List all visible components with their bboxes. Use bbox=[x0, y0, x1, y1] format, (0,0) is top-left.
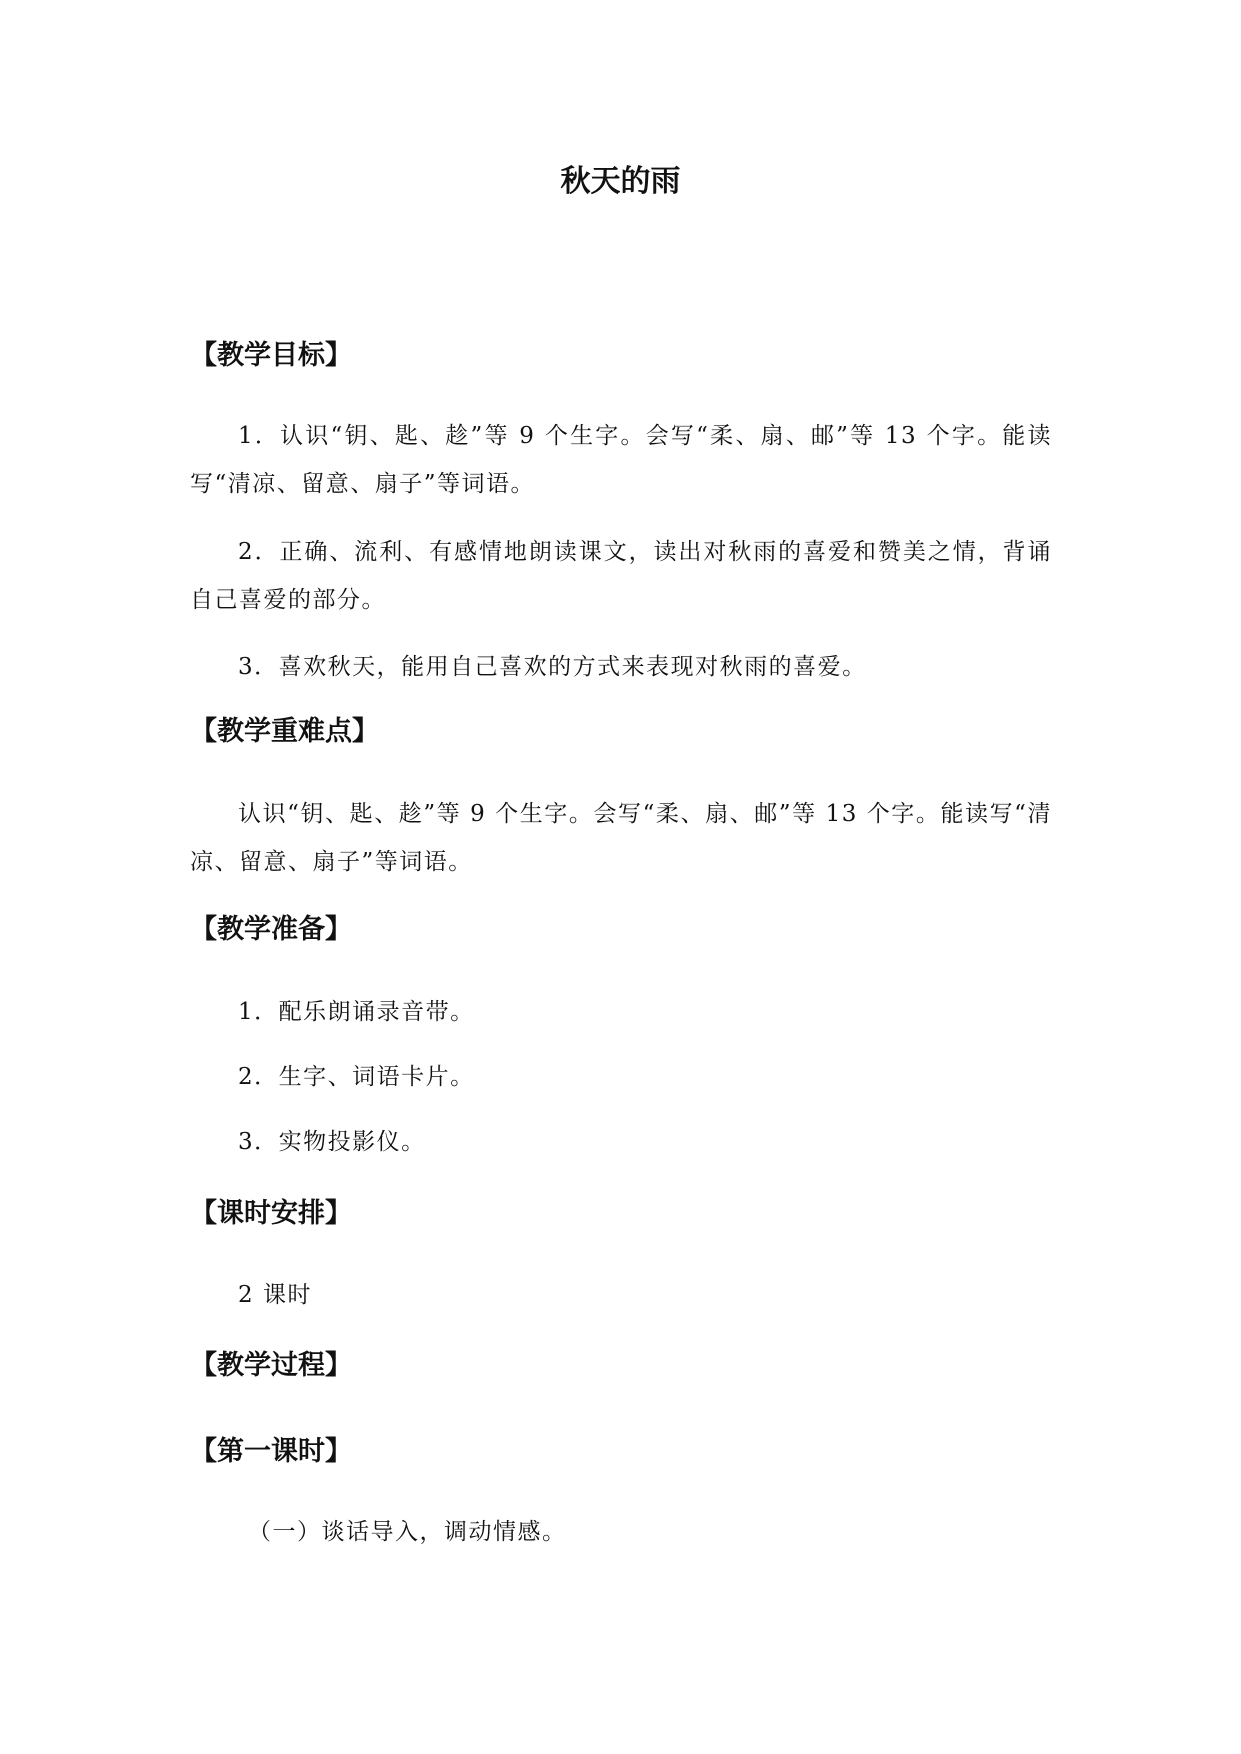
document-title: 秋天的雨 bbox=[560, 164, 681, 199]
objective-item-2: 2．正确、流利、有感情地朗读课文，读出对秋雨的喜爱和赞美之情，背诵自己喜爱的部分。 bbox=[190, 539, 1052, 613]
heading-schedule: 【课时安排】 bbox=[190, 1198, 352, 1229]
key-points-text: 认识“钥、匙、趁”等 9 个生字。会写“柔、扇、邮”等 13 个字。能读写“清凉、留意、扇子”等词语。 bbox=[190, 801, 1052, 875]
heading-preparation: 【教学准备】 bbox=[190, 914, 352, 945]
objective-item-3: 3．喜欢秋天，能用自己喜欢的方式来表现对秋雨的喜爱。 bbox=[238, 654, 867, 680]
heading-objectives: 【教学目标】 bbox=[190, 340, 352, 371]
preparation-item-3: 3．实物投影仪。 bbox=[238, 1129, 426, 1155]
heading-process: 【教学过程】 bbox=[190, 1350, 352, 1381]
preparation-item-2: 2．生字、词语卡片。 bbox=[238, 1064, 475, 1090]
schedule-text: 2 课时 bbox=[238, 1282, 312, 1308]
heading-first-lesson: 【第一课时】 bbox=[190, 1436, 352, 1467]
heading-key-points: 【教学重难点】 bbox=[190, 716, 379, 747]
first-lesson-item-1: （一）谈话导入，调动情感。 bbox=[248, 1519, 567, 1545]
objective-item-1: 1．认识“钥、匙、趁”等 9 个生字。会写“柔、扇、邮”等 13 个字。能读写“清凉、留意、扇子”等词语。 bbox=[190, 423, 1052, 497]
preparation-item-1: 1．配乐朗诵录音带。 bbox=[238, 999, 475, 1025]
